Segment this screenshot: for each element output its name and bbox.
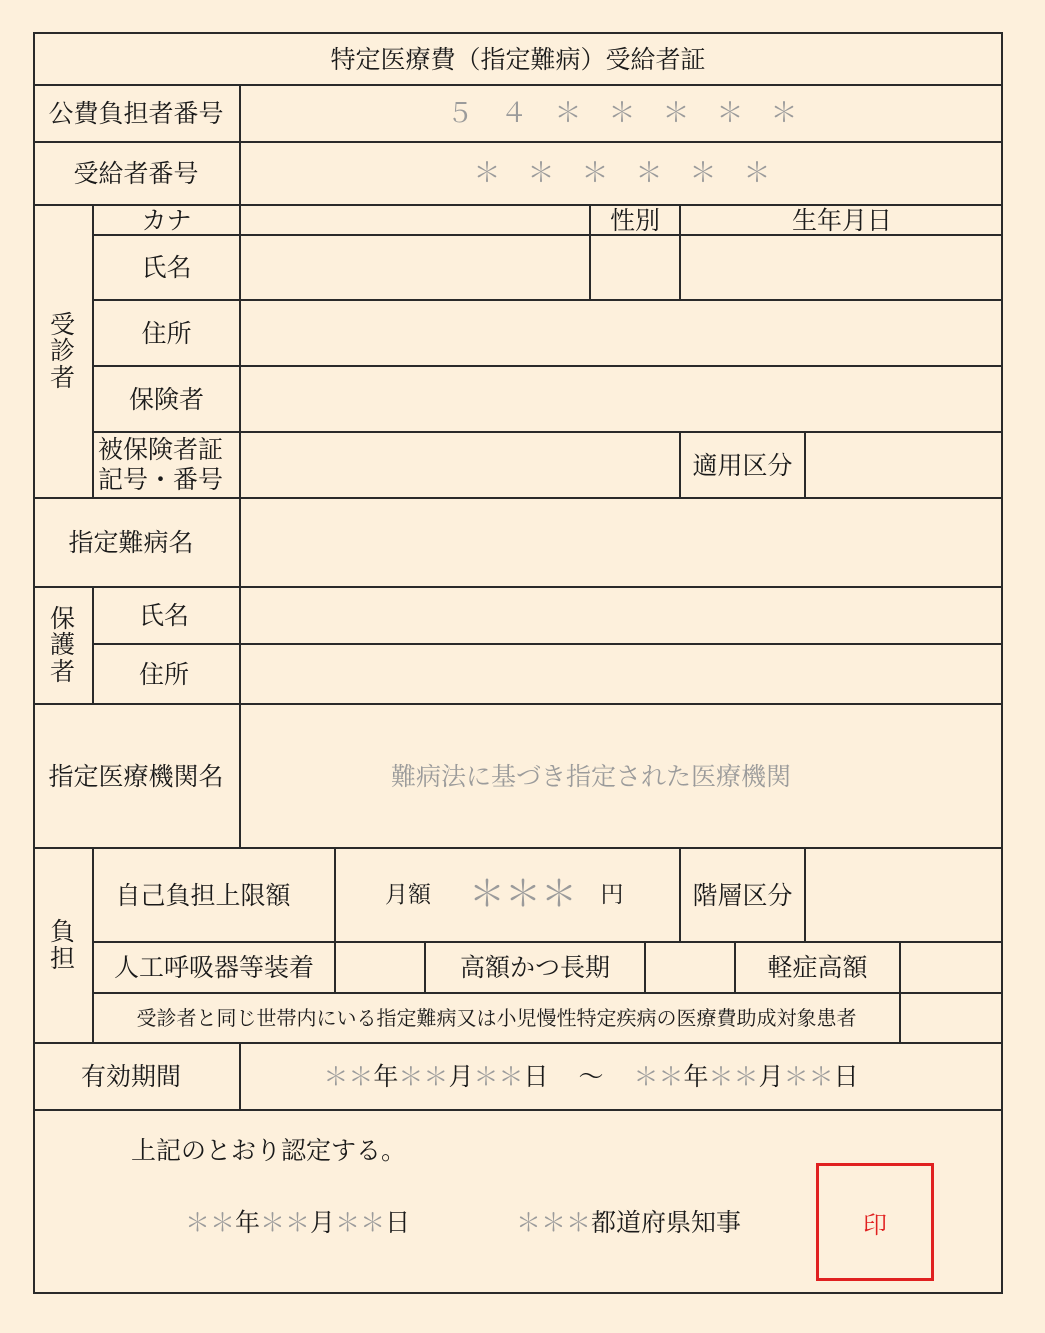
institution-label: 指定医療機関名 [48, 761, 224, 791]
recipient-certificate-form [33, 32, 1003, 1294]
household-patient-label: 受診者と同じ世帯内にいる指定難病又は小児慢性特定疾病の医療費助成対象患者 [136, 1006, 857, 1030]
divider [804, 431, 806, 497]
validity-period-label: 有効期間 [80, 1062, 181, 1091]
applicable-category-label: 適用区分 [692, 450, 793, 480]
tier-category-label: 階層区分 [692, 880, 793, 910]
ventilator-label: 人工呼吸器等装着 [113, 953, 314, 982]
divider [33, 1109, 1003, 1111]
validity-period-value: ＊＊ 年 ＊＊ 月 ＊＊ 日 ～ ＊＊ 年 ＊＊ 月 ＊＊ 日 [323, 1062, 859, 1091]
divider [899, 941, 901, 1042]
monthly-value: ＊＊＊ [468, 874, 577, 915]
monthly-label: 月額 [385, 881, 431, 908]
sex-label: 性別 [609, 205, 660, 235]
certification-date: ＊＊ 年 ＊＊ 月 ＊＊ 日 [185, 1207, 411, 1237]
page-title: 特定医療費（指定難病）受給者証 [330, 44, 706, 74]
birth-date-label: 生年月日 [791, 205, 892, 235]
public-payer-label: 公費負担者番号 [48, 99, 224, 128]
divider [804, 847, 806, 941]
recipient-number-label: 受給者番号 [73, 159, 199, 188]
patient-name-label: 氏名 [141, 253, 192, 282]
guardian-address-label: 住所 [138, 659, 189, 689]
guardian-name-label: 氏名 [138, 601, 189, 630]
official-seal: 印 [816, 1163, 934, 1281]
governor-signature: ＊＊＊ 都道府県知事 [516, 1207, 742, 1237]
insured-card-label: 被保険者証 記号・番号 [98, 434, 224, 494]
divider [644, 941, 646, 992]
institution-value: 難病法に基づき指定された医療機関 [390, 761, 791, 791]
divider [334, 847, 336, 992]
high-cost-long-term-label: 高額かつ長期 [459, 953, 610, 982]
insurer-label: 保険者 [128, 384, 204, 414]
guardian-group-label: 保 護 者 [49, 604, 75, 686]
designated-disease-label: 指定難病名 [68, 528, 194, 557]
yen-label: 円 [600, 881, 624, 908]
patient-group-label: 受 診 者 [49, 310, 75, 392]
recipient-number-value: ＊ ＊ ＊ ＊ ＊ ＊ [473, 158, 771, 189]
patient-address-label: 住所 [141, 318, 192, 348]
self-pay-limit-label: 自己負担上限額 [115, 880, 291, 910]
kana-label: カナ [141, 205, 192, 235]
mild-high-cost-label: 軽症高額 [767, 953, 868, 982]
burden-group-label: 負 担 [49, 917, 75, 973]
certification-statement: 上記のとおり認定する。 [131, 1135, 407, 1165]
public-payer-value: ５ ４ ＊ ＊ ＊ ＊ ＊ [446, 98, 798, 129]
